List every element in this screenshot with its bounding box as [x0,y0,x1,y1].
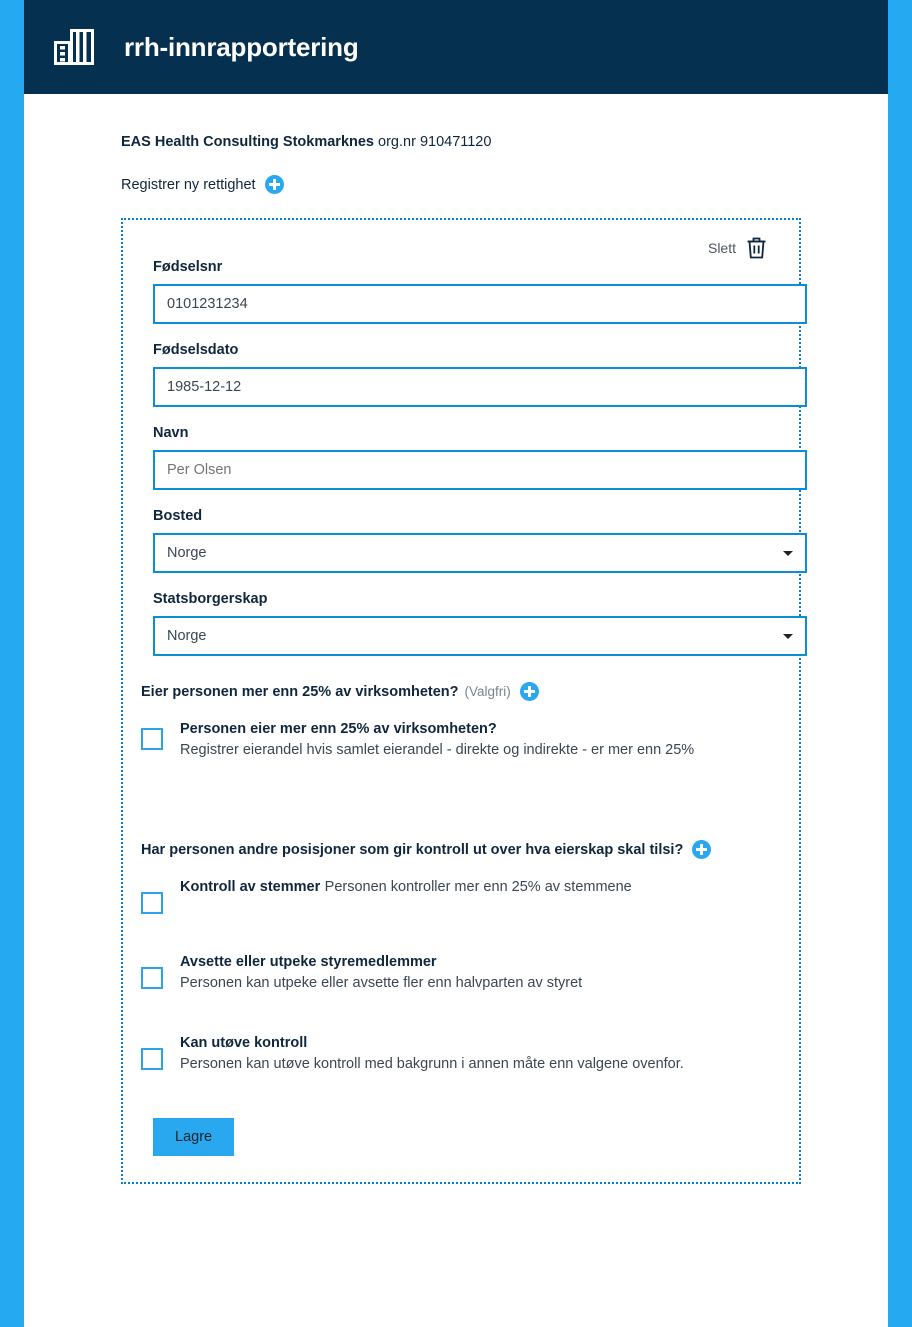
organization-line [24,94,888,151]
position-text-kan-utove-kontroll [180,1033,779,1076]
ownership-heading: Eier personen mer enn 25% av virksomheten? [141,683,459,700]
plus-circle-icon[interactable] [692,840,711,859]
app-header [24,0,888,94]
right-holder-form-panel [121,218,801,1183]
field-fodselsdato [139,342,779,407]
position-title-kan-utove-kontroll: Kan utøve kontroll [180,1034,308,1051]
field-label-bosted: Bosted [153,508,203,525]
position-item-kontroll-av-stemmer[interactable] [139,877,779,914]
ownership-checkbox-title: Personen eier mer enn 25% av virksomheten? [180,721,497,738]
navn-input[interactable] [153,450,807,490]
ownership-checkbox-text [180,719,779,762]
fodselsdato-input[interactable] [153,367,807,407]
register-new-right-label: Registrer ny rettighet [121,176,256,193]
organization-name: EAS Health Consulting Stokmarknes [121,134,374,150]
field-fodselsnr [139,259,779,324]
position-description-avsette-utpeke-styremedlemmer: Personen kan utpeke eller avsette fler enn halvparten av styret [180,975,583,992]
statsborgerskap-select-wrap [153,616,807,656]
main-content [24,94,888,1184]
field-label-statsborgerskap: Statsborgerskap [153,591,268,608]
field-label-navn: Navn [153,425,189,442]
bosted-select[interactable] [153,533,807,573]
app-title: rrh-innrapportering [124,31,359,62]
plus-circle-icon[interactable] [265,175,284,194]
organization-number: org.nr 910471120 [378,134,492,150]
buildings-icon [50,23,98,71]
position-text-avsette-utpeke-styremedlemmer [180,952,779,995]
fodselsnr-input[interactable] [153,284,807,324]
ownership-checkbox-row[interactable] [139,719,779,762]
field-bosted [139,508,779,573]
delete-row[interactable] [139,234,779,259]
position-title-kontroll-av-stemmer: Kontroll av stemmer [180,879,321,896]
ownership-checkbox[interactable] [141,728,163,750]
field-label-fodselsdato: Fødselsdato [153,342,239,359]
left-edge-strip [0,0,24,1327]
statsborgerskap-select[interactable] [153,616,807,656]
position-text-kontroll-av-stemmer [180,877,632,899]
register-new-right-link[interactable] [24,151,888,194]
position-description-kan-utove-kontroll: Personen kan utøve kontroll med bakgrunn i annen måte enn valgene ovenfor. [180,1055,684,1072]
page-canvas [24,0,888,1327]
delete-label: Slett [707,239,736,256]
ownership-heading-row [139,682,779,701]
trash-icon[interactable] [746,236,767,259]
positions-heading-row [139,840,779,859]
positions-section [139,840,779,1076]
right-edge-strip [888,0,912,1327]
position-description-kontroll-av-stemmer: Personen kontroller mer enn 25% av stemmene [324,879,632,896]
position-checkbox-kan-utove-kontroll[interactable] [141,1048,163,1070]
field-statsborgerskap [139,591,779,656]
bosted-select-wrap [153,533,807,573]
positions-heading: Har personen andre posisjoner som gir kontroll ut over hva eierskap skal tilsi? [141,841,684,858]
field-label-fodselsnr: Fødselsnr [153,259,223,276]
ownership-section [139,682,779,762]
position-checkbox-avsette-utpeke-styremedlemmer[interactable] [141,967,163,989]
position-title-avsette-utpeke-styremedlemmer: Avsette eller utpeke styremedlemmer [180,954,437,971]
ownership-checkbox-description: Registrer eierandel hvis samlet eierandel - direkte og indirekte - er mer enn 25% [180,742,695,759]
ownership-optional-tag: (Valgfri) [464,684,511,700]
save-row [139,1118,779,1156]
field-navn [139,425,779,490]
position-checkbox-kontroll-av-stemmer[interactable] [141,892,163,914]
position-item-kan-utove-kontroll[interactable] [139,1033,779,1076]
plus-circle-icon[interactable] [520,682,539,701]
position-item-avsette-utpeke-styremedlemmer[interactable] [139,952,779,995]
save-button[interactable]: Lagre [153,1118,234,1156]
